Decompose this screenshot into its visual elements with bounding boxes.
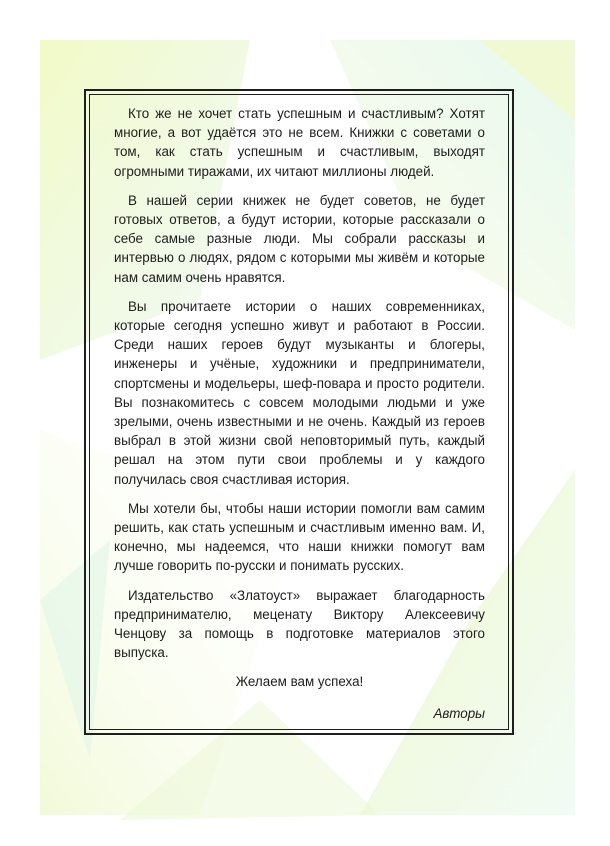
- paragraph: Мы хотели бы, чтобы наши истории помогли вам самим решить, как стать успешным и счастливым именно вам. И, конечно, мы надеемся, что наши книжки помогут вам лучше говорить по-русски и понимать русских.: [114, 500, 485, 574]
- foreword-text: [114, 104, 485, 723]
- paragraph: В нашей серии книжек не будет советов, не будет готовых ответов, а будут истории, которые рассказали о себе самые разные люди. Мы собрали рассказы и интервью о людях, рядом с которыми мы живём и которые нам самим очень нравятся.: [114, 192, 485, 285]
- paragraph: Вы прочитаете истории о наших современниках, которые сегодня успешно живут и работают в России. Среди наших героев будут музыканты и блогеры, инженеры и учёные, художники и предприниматели, спортсмены и модельеры, шеф-повара и просто родители. Вы познакомитесь с совсем молодыми людьми и уже зрелыми, очень известными и не очень. Каждый из героев выбрал в этой жизни свой неповторимый путь, каждый решал на этом пути свои проблемы и у каждого получилась своя счастливая история.: [114, 298, 485, 487]
- signature: Авторы: [433, 705, 485, 721]
- paragraph: Издательство «Златоуст» выражает благодарность предпринимателю, меценату Виктору Алексеевичу Ченцову за помощь в подготовке материалов этого выпуска.: [114, 587, 485, 661]
- paragraph: Кто же не хочет стать успешным и счастливым? Хотят многие, а вот удаётся это не всем. Книжки с советами о том, как стать успешным и счастливым, выходят огромными тиражами, их читают миллионы людей.: [114, 106, 485, 179]
- closing-wish: Желаем вам успеха!: [235, 674, 364, 690]
